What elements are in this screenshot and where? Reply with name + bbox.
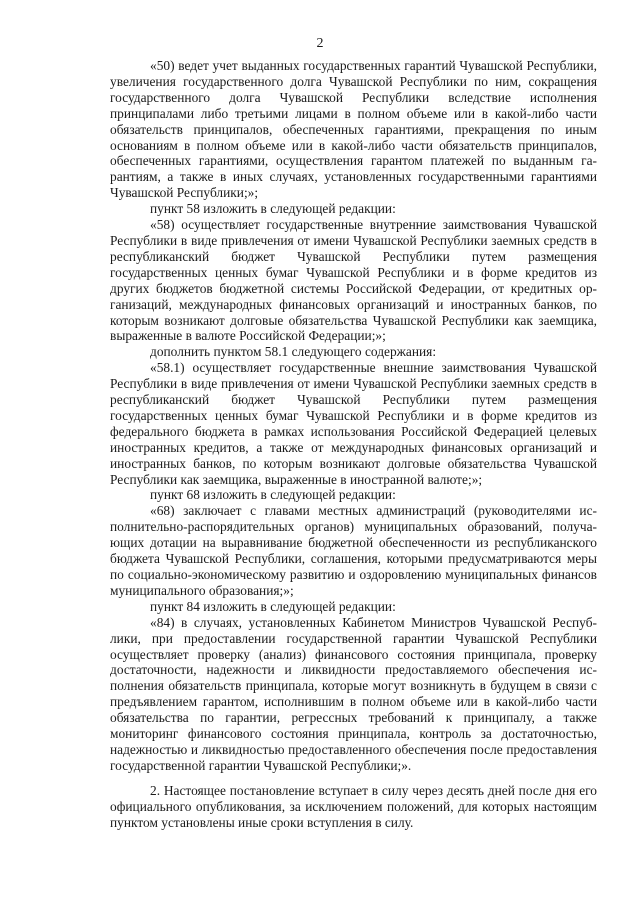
paragraph-item-84: «84) в случаях, установленных Кабинетом Министров Чувашской Республики, при предоставлении государственной гарантии Чувашской Республики осуществляет проверку (анализ) финансового состояния принципала, проверку достаточности, надежности и ликвидности предоставляемого обеспечения исполнения обязательств принципала, которые могут возникнуть в будущем в связи с предъявлением гарантом, исполнившим в полном объеме или в какой-либо части обязательства по гарантии, регрессных требований к принципалу, а также мониторинг финансового состояния принципала, контроль за достаточностью, надежностью и ликвидностью предоставленного обеспечения после предоставления государственной гарантии Чувашской Республики;».: [110, 614, 597, 773]
paragraph-entry-into-force: 2. Настоящее постановление вступает в силу через десять дней после дня его официального опубликования, за исключением положений, для которых настоящим пунктом установлены иные сроки вступления в силу.: [110, 782, 597, 830]
paragraph-item-58: «58) осуществляет государственные внутренние заимствования Чувашской Республики в виде привлечения от имени Чувашской Республики заемных средств в республиканский бюджет Чувашской Республики путем размещения государственных ценных бумаг Чувашской Республики и в форме кредитов из других бюджетов бюджетной системы Российской Федерации, от кредитных организаций, международных финансовых организаций и иностранных банков, по которым возникают долговые обязательства Чувашской Республики как заемщика, выраженные в валюте Российской Федерации;»;: [110, 217, 597, 344]
instruction-point-58: пункт 58 изложить в следующей редакции:: [150, 201, 396, 217]
instruction-point-84: пункт 84 изложить в следующей редакции:: [150, 598, 396, 614]
document-body: [110, 58, 597, 831]
paragraph-item-50: «50) ведет учет выданных государственных гарантий Чувашской Республики, увеличения государственного долга Чувашской Республики по ним, сокращения государственного долга Чувашской Республики вследствие исполнения принципалами либо третьими лицами в полном объеме или в какой-либо части обязательств принципалов, обеспеченных гарантиями, прекращения по иным основаниям в полном объеме или в какой-либо части обязательств принципалов, обеспеченных гарантиями, осуществления гарантом платежей по выданным гарантиям, а также в иных случаях, установленных государственными гарантиями Чувашской Республики;»;: [110, 58, 597, 201]
instruction-point-58-1: дополнить пунктом 58.1 следующего содержания:: [150, 344, 437, 360]
paragraph-item-58-1: «58.1) осуществляет государственные внешние заимствования Чувашской Республики в виде привлечения от имени Чувашской Республики заемных средств в республиканский бюджет Чувашской Республики путем размещения государственных ценных бумаг Чувашской Республики и в форме кредитов из федерального бюджета в рамках использования Российской Федерацией целевых иностранных кредитов, а также от международных финансовых организаций и иностранных банков, по которым возникают долговые обязательства Чувашской Республики как заемщика, выраженные в иностранной валюте;»;: [110, 360, 597, 487]
paragraph-item-68: «68) заключает с главами местных администраций (руководителями исполнительно-распорядительных органов) муниципальных образований, получающих дотации на выравнивание бюджетной обеспеченности из республиканского бюджета Чувашской Республики, соглашения, которыми предусматриваются меры по социально-экономическому развитию и оздоровлению муниципальных финансов муниципального образования;»;: [110, 503, 597, 598]
page-number: 2: [316, 36, 324, 51]
instruction-point-68: пункт 68 изложить в следующей редакции:: [150, 487, 396, 503]
